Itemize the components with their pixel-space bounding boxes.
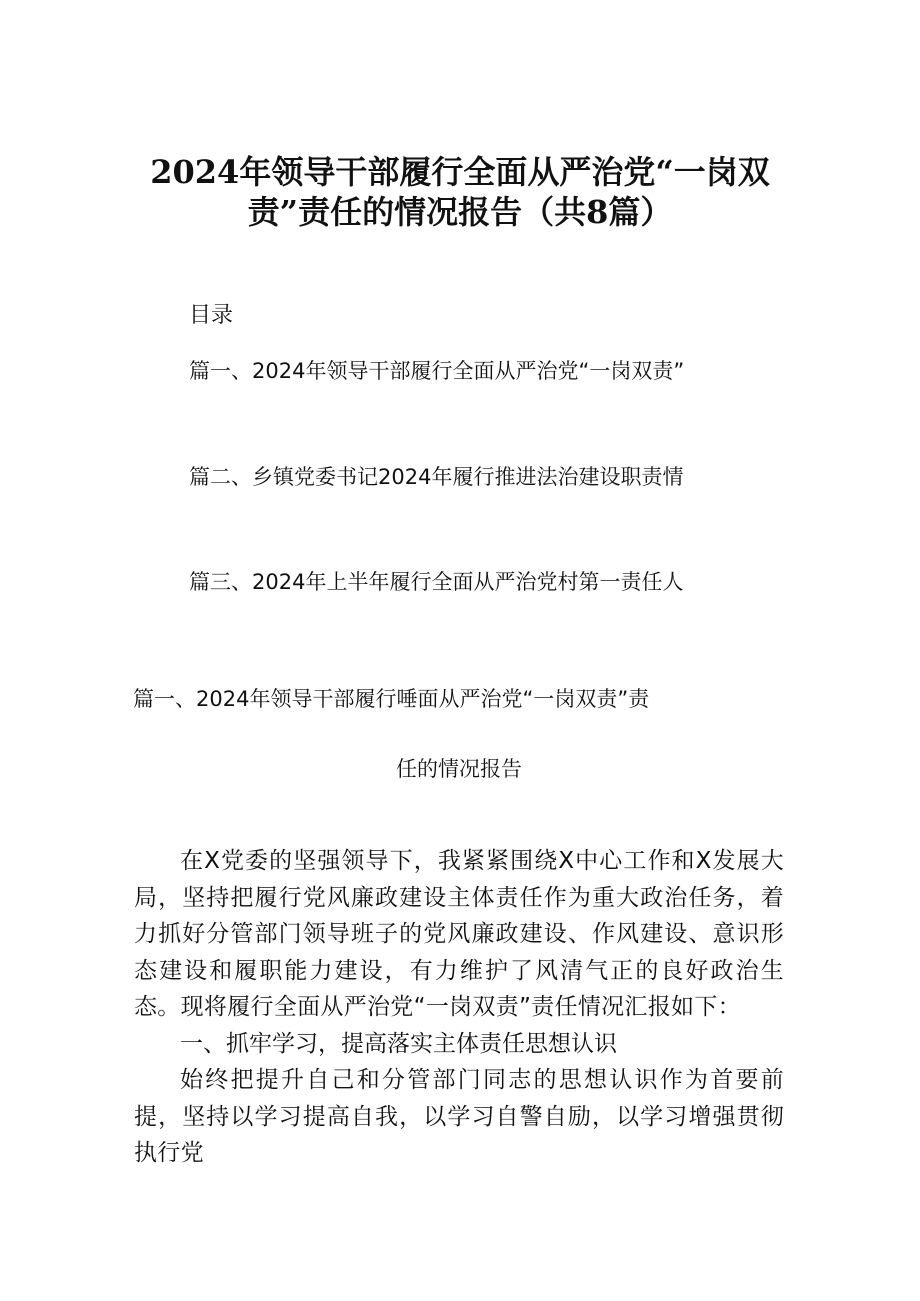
paragraph-intro: 在X党委的坚强领导下，我紧紧围绕X中心工作和X发展大局，坚持把履行党风廉政建设主体责任作为重大政治任务，着力抓好分管部门领导班子的党风廉政建设、作风建设、意识形态建设和履职能力建设，有力维护了风清气正的良好政治生态。现将履行全面从严治党“一岗双责”责任情况汇报如下：: [134, 848, 784, 1020]
toc-item-1: 篇一、2024年领导干部履行全面从严治党“一岗双责”: [189, 359, 685, 383]
section-heading-1: 一、抓牢学习，提高落实主体责任思想认识: [180, 1030, 617, 1057]
paragraph-study: 始终把提升自己和分管部门同志的思想认识作为首要前提，坚持以学习提高自我，以学习自警自励，以学习增强贯彻执行党: [134, 1067, 784, 1166]
document-title-line-2: 责”责任的情况报告（共8篇）: [247, 193, 673, 231]
document-title-line-1: 2024年领导干部履行全面从严治党“一岗双: [150, 153, 770, 191]
toc-heading: 目录: [189, 303, 234, 328]
toc-item-3: 篇三、2024年上半年履行全面从严治党村第一责任人: [189, 570, 684, 594]
section-title-line-2: 任的情况报告: [396, 757, 522, 781]
body-text: [134, 843, 784, 1172]
section-title-line-1: 篇一、2024年领导干部履行唾面从严治党“一岗双责”责: [133, 687, 650, 711]
toc-item-2: 篇二、乡镇党委书记2024年履行推进法治建设职责情: [189, 465, 684, 489]
